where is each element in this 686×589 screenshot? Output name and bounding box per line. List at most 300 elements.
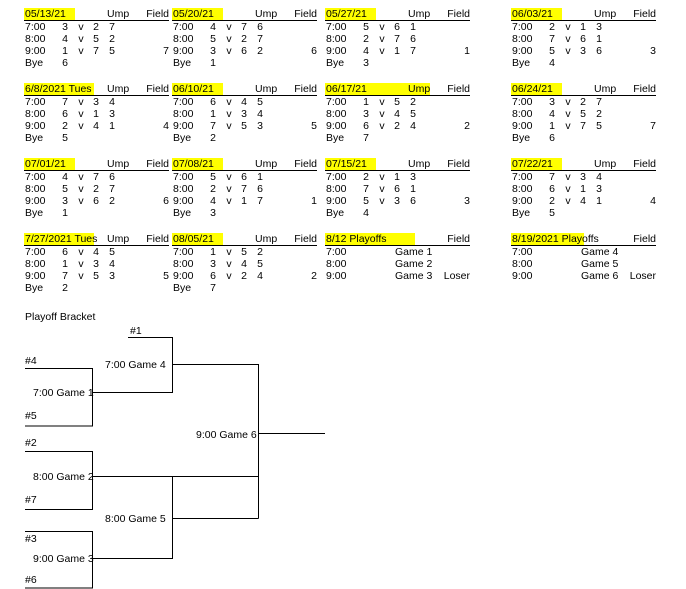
game-time: 9:00	[173, 270, 194, 282]
versus: v	[226, 21, 232, 33]
week-date: 07/15/21	[326, 158, 367, 170]
team-home: 2	[549, 21, 555, 33]
ump-team: 4	[257, 108, 263, 120]
game-time: 9:00	[326, 195, 347, 207]
ump-team: 1	[596, 33, 602, 45]
team-home: 7	[62, 96, 68, 108]
versus: v	[226, 195, 232, 207]
bracket-game-2: 8:00 Game 2	[33, 471, 94, 483]
game-time: 7:00	[173, 246, 194, 258]
game-time: 8:00	[326, 108, 347, 120]
team-home: 5	[363, 21, 369, 33]
game-time: 9:00	[326, 270, 347, 282]
week-date: 06/17/21	[326, 83, 367, 95]
ump-header: Ump	[594, 8, 617, 20]
field-team: 7	[650, 120, 656, 132]
team-home: 2	[363, 33, 369, 45]
versus: v	[565, 108, 571, 120]
versus: v	[78, 258, 84, 270]
team-home: 4	[210, 21, 216, 33]
versus: v	[226, 45, 232, 57]
team-home: 5	[549, 45, 555, 57]
game-time: 9:00	[25, 270, 46, 282]
team-away: 7	[241, 21, 247, 33]
ump-header: Ump	[107, 8, 130, 20]
field-team: 5	[311, 120, 317, 132]
field-header: Field	[633, 8, 656, 20]
ump-header: Ump	[107, 233, 130, 245]
game-time: 8:00	[25, 183, 46, 195]
versus: v	[565, 45, 571, 57]
bye-team: 6	[62, 57, 68, 69]
game-time: 9:00	[512, 120, 533, 132]
week-date: 06/24/21	[512, 83, 553, 95]
seed-7: #7	[25, 494, 37, 506]
game-time: 8:00	[512, 108, 533, 120]
team-home: 2	[62, 120, 68, 132]
versus: v	[78, 108, 84, 120]
team-home: 6	[363, 120, 369, 132]
ump-team: 2	[257, 45, 263, 57]
field-header: Field	[447, 83, 470, 95]
game-time: 8:00	[326, 33, 347, 45]
team-away: 4	[394, 108, 400, 120]
seed-5: #5	[25, 410, 37, 422]
game-time: 8:00	[512, 258, 533, 270]
ump-team: 5	[109, 45, 115, 57]
versus: v	[379, 120, 385, 132]
team-home: 7	[549, 171, 555, 183]
versus: v	[78, 45, 84, 57]
team-away: 3	[241, 108, 247, 120]
seed-4: #4	[25, 355, 37, 367]
versus: v	[565, 171, 571, 183]
team-away: 2	[580, 96, 586, 108]
game-time: 7:00	[25, 171, 46, 183]
game-time: 9:00	[326, 120, 347, 132]
ump-team: 2	[257, 246, 263, 258]
versus: v	[379, 183, 385, 195]
team-away: 1	[580, 183, 586, 195]
ump-team: 4	[109, 258, 115, 270]
team-home: 1	[210, 108, 216, 120]
team-away: 5	[580, 108, 586, 120]
field-header: Field	[294, 8, 317, 20]
team-away: 6	[241, 171, 247, 183]
team-away: 5	[241, 246, 247, 258]
week-date: 7/27/2021 Tues	[25, 233, 98, 245]
ump-team: 5	[410, 108, 416, 120]
ump-team: 4	[109, 96, 115, 108]
game-time: 7:00	[512, 21, 533, 33]
team-away: 7	[241, 183, 247, 195]
game-time: 9:00	[173, 120, 194, 132]
ump-team: 5	[109, 246, 115, 258]
seed-1: #1	[130, 325, 142, 337]
week-date: 06/03/21	[512, 8, 553, 20]
week-date: 07/08/21	[173, 158, 214, 170]
team-away: 7	[580, 120, 586, 132]
game-label: Game 2	[395, 258, 433, 270]
game-time: 8:00	[25, 108, 46, 120]
game-time: 8:00	[25, 258, 46, 270]
bracket-game-1: 7:00 Game 1	[33, 387, 94, 399]
bye-label: Bye	[326, 207, 345, 219]
week-date: 06/10/21	[173, 83, 214, 95]
field-header: Field	[447, 233, 470, 245]
team-away: 1	[394, 45, 400, 57]
ump-team: 3	[596, 21, 602, 33]
ump-team: 7	[257, 195, 263, 207]
versus: v	[78, 33, 84, 45]
ump-team: 4	[596, 171, 602, 183]
bracket-game-6: 9:00 Game 6	[196, 429, 257, 441]
bye-label: Bye	[25, 282, 44, 294]
week-date: 07/01/21	[25, 158, 66, 170]
team-away: 4	[241, 258, 247, 270]
seed-2: #2	[25, 437, 37, 449]
ump-team: 7	[257, 33, 263, 45]
game-time: 9:00	[25, 195, 46, 207]
team-home: 5	[210, 33, 216, 45]
field-team: Loser	[443, 270, 470, 282]
ump-team: 3	[109, 108, 115, 120]
ump-header: Ump	[255, 83, 278, 95]
bye-label: Bye	[173, 57, 192, 69]
versus: v	[379, 96, 385, 108]
week-date: 6/8/2021 Tues	[25, 83, 92, 95]
team-home: 3	[62, 195, 68, 207]
game-time: 7:00	[326, 96, 347, 108]
team-home: 1	[62, 258, 68, 270]
field-team: 4	[163, 120, 169, 132]
team-away: 3	[93, 258, 99, 270]
game-time: 7:00	[512, 171, 533, 183]
ump-team: 5	[257, 96, 263, 108]
game-time: 7:00	[173, 21, 194, 33]
game-time: 9:00	[173, 195, 194, 207]
bye-label: Bye	[512, 207, 531, 219]
team-home: 3	[363, 108, 369, 120]
game-time: 9:00	[173, 45, 194, 57]
team-away: 5	[93, 33, 99, 45]
team-home: 4	[363, 45, 369, 57]
ump-team: 7	[109, 21, 115, 33]
ump-team: 7	[410, 45, 416, 57]
team-away: 5	[93, 270, 99, 282]
team-home: 3	[549, 96, 555, 108]
team-home: 4	[549, 108, 555, 120]
game-time: 7:00	[25, 96, 46, 108]
ump-header: Ump	[107, 158, 130, 170]
field-header: Field	[294, 233, 317, 245]
game-label: Game 6	[581, 270, 619, 282]
team-home: 2	[210, 183, 216, 195]
game-time: 9:00	[512, 45, 533, 57]
bye-label: Bye	[326, 57, 345, 69]
bye-team: 7	[210, 282, 216, 294]
ump-team: 7	[109, 183, 115, 195]
game-label: Game 5	[581, 258, 619, 270]
ump-team: 5	[257, 258, 263, 270]
game-time: 9:00	[512, 195, 533, 207]
field-team: 5	[163, 270, 169, 282]
team-home: 4	[210, 195, 216, 207]
ump-team: 6	[109, 171, 115, 183]
bye-label: Bye	[173, 282, 192, 294]
game-time: 8:00	[326, 258, 347, 270]
versus: v	[379, 33, 385, 45]
field-team: 2	[311, 270, 317, 282]
team-away: 6	[394, 21, 400, 33]
team-home: 1	[363, 96, 369, 108]
team-home: 1	[210, 246, 216, 258]
team-home: 3	[210, 258, 216, 270]
ump-team: 6	[410, 195, 416, 207]
team-away: 2	[241, 270, 247, 282]
versus: v	[565, 21, 571, 33]
game-time: 7:00	[326, 171, 347, 183]
ump-team: 1	[109, 120, 115, 132]
ump-team: 1	[410, 183, 416, 195]
versus: v	[78, 96, 84, 108]
bye-team: 7	[363, 132, 369, 144]
team-away: 3	[93, 96, 99, 108]
bracket-game-4: 7:00 Game 4	[105, 359, 166, 371]
bye-team: 3	[210, 207, 216, 219]
bye-team: 2	[62, 282, 68, 294]
game-time: 9:00	[512, 270, 533, 282]
seed-6: #6	[25, 574, 37, 586]
game-time: 8:00	[173, 108, 194, 120]
team-home: 6	[62, 246, 68, 258]
bye-team: 6	[549, 132, 555, 144]
team-away: 6	[580, 33, 586, 45]
field-header: Field	[633, 158, 656, 170]
game-time: 7:00	[326, 246, 347, 258]
ump-team: 3	[410, 171, 416, 183]
bye-team: 4	[363, 207, 369, 219]
versus: v	[565, 195, 571, 207]
versus: v	[78, 120, 84, 132]
game-time: 7:00	[173, 171, 194, 183]
versus: v	[78, 21, 84, 33]
bye-team: 4	[549, 57, 555, 69]
field-header: Field	[633, 233, 656, 245]
team-away: 2	[93, 183, 99, 195]
versus: v	[78, 246, 84, 258]
bye-team: 2	[210, 132, 216, 144]
versus: v	[226, 96, 232, 108]
bye-label: Bye	[25, 132, 44, 144]
field-team: 4	[650, 195, 656, 207]
team-home: 2	[549, 195, 555, 207]
field-team: 6	[163, 195, 169, 207]
versus: v	[226, 258, 232, 270]
ump-team: 7	[596, 96, 602, 108]
game-label: Game 1	[395, 246, 433, 258]
versus: v	[226, 246, 232, 258]
bye-team: 5	[549, 207, 555, 219]
team-away: 2	[93, 21, 99, 33]
versus: v	[226, 183, 232, 195]
team-away: 7	[93, 171, 99, 183]
team-home: 7	[363, 183, 369, 195]
team-away: 5	[241, 120, 247, 132]
game-time: 8:00	[512, 183, 533, 195]
week-date: 8/19/2021 Playoffs	[512, 233, 599, 245]
team-away: 2	[241, 33, 247, 45]
game-time: 9:00	[25, 45, 46, 57]
team-home: 2	[363, 171, 369, 183]
team-away: 7	[93, 45, 99, 57]
field-header: Field	[146, 158, 169, 170]
ump-team: 6	[257, 183, 263, 195]
team-away: 3	[394, 195, 400, 207]
bye-label: Bye	[512, 57, 531, 69]
team-away: 4	[241, 96, 247, 108]
versus: v	[226, 33, 232, 45]
team-home: 5	[210, 171, 216, 183]
ump-team: 1	[410, 21, 416, 33]
ump-team: 2	[109, 195, 115, 207]
bracket-title: Playoff Bracket	[25, 311, 96, 323]
game-time: 8:00	[173, 183, 194, 195]
ump-team: 3	[109, 270, 115, 282]
team-away: 1	[394, 171, 400, 183]
versus: v	[226, 270, 232, 282]
ump-team: 2	[410, 96, 416, 108]
field-team: 7	[163, 45, 169, 57]
versus: v	[78, 183, 84, 195]
team-home: 6	[62, 108, 68, 120]
team-home: 6	[210, 96, 216, 108]
game-time: 7:00	[25, 246, 46, 258]
team-away: 1	[241, 195, 247, 207]
team-home: 7	[210, 120, 216, 132]
team-away: 6	[93, 195, 99, 207]
ump-team: 3	[596, 183, 602, 195]
game-time: 8:00	[173, 33, 194, 45]
versus: v	[379, 21, 385, 33]
week-date: 05/13/21	[25, 8, 66, 20]
bye-label: Bye	[173, 132, 192, 144]
team-away: 6	[241, 45, 247, 57]
week-date: 05/20/21	[173, 8, 214, 20]
ump-team: 2	[109, 33, 115, 45]
team-home: 3	[210, 45, 216, 57]
team-home: 5	[363, 195, 369, 207]
versus: v	[226, 171, 232, 183]
seed-3: #3	[25, 533, 37, 545]
team-away: 4	[93, 120, 99, 132]
week-date: 07/22/21	[512, 158, 553, 170]
versus: v	[226, 120, 232, 132]
game-time: 8:00	[326, 183, 347, 195]
field-team: 1	[464, 45, 470, 57]
versus: v	[78, 171, 84, 183]
bye-label: Bye	[173, 207, 192, 219]
game-time: 8:00	[173, 258, 194, 270]
versus: v	[565, 120, 571, 132]
team-home: 1	[62, 45, 68, 57]
ump-header: Ump	[408, 158, 431, 170]
team-home: 7	[62, 270, 68, 282]
field-team: 2	[464, 120, 470, 132]
team-home: 3	[62, 21, 68, 33]
team-away: 4	[93, 246, 99, 258]
ump-team: 5	[596, 120, 602, 132]
game-time: 8:00	[512, 33, 533, 45]
ump-header: Ump	[107, 83, 130, 95]
week-date: 08/05/21	[173, 233, 214, 245]
team-home: 6	[549, 183, 555, 195]
game-label: Game 3	[395, 270, 433, 282]
bye-team: 3	[363, 57, 369, 69]
game-time: 9:00	[326, 45, 347, 57]
bracket-game-5: 8:00 Game 5	[105, 513, 166, 525]
game-time: 7:00	[326, 21, 347, 33]
ump-header: Ump	[408, 83, 431, 95]
bye-label: Bye	[512, 132, 531, 144]
game-time: 7:00	[512, 246, 533, 258]
bye-label: Bye	[25, 207, 44, 219]
team-away: 7	[394, 33, 400, 45]
ump-header: Ump	[255, 8, 278, 20]
team-home: 7	[549, 33, 555, 45]
versus: v	[379, 108, 385, 120]
team-home: 6	[210, 270, 216, 282]
game-label: Game 4	[581, 246, 619, 258]
ump-team: 6	[596, 45, 602, 57]
week-date: 8/12 Playoffs	[326, 233, 387, 245]
versus: v	[379, 195, 385, 207]
team-home: 4	[62, 171, 68, 183]
ump-team: 6	[257, 21, 263, 33]
ump-team: 6	[410, 33, 416, 45]
team-away: 1	[580, 21, 586, 33]
bracket-game-3: 9:00 Game 3	[33, 553, 94, 565]
ump-header: Ump	[255, 233, 278, 245]
ump-header: Ump	[255, 158, 278, 170]
game-time: 9:00	[25, 120, 46, 132]
team-home: 5	[62, 183, 68, 195]
versus: v	[78, 195, 84, 207]
team-away: 1	[93, 108, 99, 120]
ump-team: 1	[596, 195, 602, 207]
ump-team: 3	[257, 120, 263, 132]
ump-team: 4	[410, 120, 416, 132]
ump-header: Ump	[594, 83, 617, 95]
ump-team: 2	[596, 108, 602, 120]
bye-team: 1	[62, 207, 68, 219]
game-time: 7:00	[173, 96, 194, 108]
versus: v	[379, 45, 385, 57]
game-time: 7:00	[25, 21, 46, 33]
field-team: 3	[650, 45, 656, 57]
ump-header: Ump	[408, 8, 431, 20]
team-away: 3	[580, 171, 586, 183]
ump-header: Ump	[594, 158, 617, 170]
bye-team: 5	[62, 132, 68, 144]
field-header: Field	[146, 83, 169, 95]
field-header: Field	[447, 8, 470, 20]
field-header: Field	[146, 8, 169, 20]
team-home: 1	[549, 120, 555, 132]
versus: v	[379, 171, 385, 183]
game-time: 7:00	[512, 96, 533, 108]
team-away: 6	[394, 183, 400, 195]
